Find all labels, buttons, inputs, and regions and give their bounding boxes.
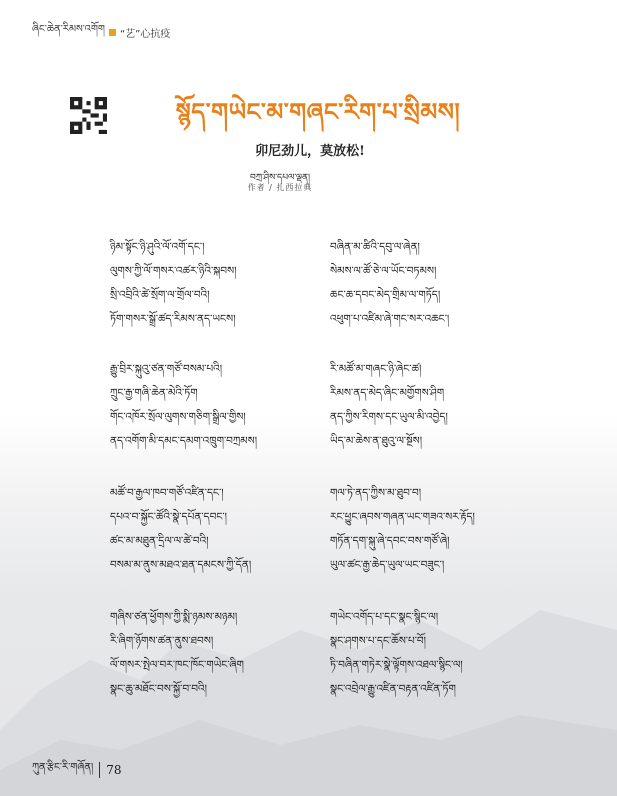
poem-line-right: བཞིན་མ་ཚིའི་དབུ་ལ་ཞེན། bbox=[330, 241, 420, 253]
header-square-icon bbox=[109, 29, 116, 36]
poem-line-left: གཞིས་ཙན་ཕྱོགས་ཀྱི་སྨི་ཉམས་མཉམ། bbox=[110, 611, 238, 623]
poem-line-right: རང་ཕྱུང་ཞབས་གཞན་ཡང་གཟའ་སར་རྟོད། bbox=[330, 511, 475, 523]
poem-line-left: སྣང་ཆུ་མཐོང་བས་སྐྱོ་བ་བའི། bbox=[110, 683, 207, 695]
poem-line-left: ལོ་གསར་སྤེལ་བར་ཁང་ཁོང་གཡེང་ཞིག bbox=[110, 659, 244, 671]
poem-subtitle: 卯尼劲儿，莫放松! bbox=[255, 144, 365, 159]
page-footer bbox=[32, 756, 122, 784]
header-chinese: “艺”心抗疫 bbox=[119, 28, 171, 40]
footer-tibetan: ཀུན་རྩིང་རི་གཞོན། bbox=[32, 762, 94, 773]
poem-line-right: འཕུག་པ་འཛིམ་ཞེ་གང་སར་འཆང་། bbox=[330, 313, 450, 325]
poem-line-right: སྣང་ཤགས་པ་དང་ཆོས་པ་བོ། bbox=[330, 635, 426, 647]
poem-line-left: རྒྱུ་བྲིར་སྐུའུ་ཙན་གཙོ་བསམ་པའི། bbox=[110, 363, 223, 375]
poem-line-left: ལུགས་ཀྱི་ལོ་གསར་འཚར་ཉིའི་སྐབས། bbox=[110, 265, 237, 277]
author-tibetan: བཀྲ་ཤིས་དཔལ་ལྡན། bbox=[250, 173, 310, 183]
poem-line-right: གལ་ཏེ་ནད་ཀྱིས་མ་ཐུབ་བ། bbox=[330, 487, 422, 499]
poem-title: སྙོད་གཡེང་མ་གཞང་རིག་པ་སྲིམས། bbox=[175, 98, 461, 126]
poem-line-left: སྲི་འབྲིའི་ཚེ་སྲོག་ལ་གྲོལ་བའི། bbox=[110, 289, 210, 301]
poem-line-right: ཡིད་མ་ཆེས་ན་ཐུའུ་ལ་སྔོས། bbox=[330, 435, 423, 447]
header-tibetan: ཞིང་ཆེན་རིམས་འགོག bbox=[32, 24, 105, 35]
poem-line-right: སྣང་འབྲེལ་རྒྱུ་འཛིན་བརྟན་འཛིན་ཏོག bbox=[330, 683, 456, 695]
poem-line-left: ནད་འགོག་མི་དམང་དམག་འཁྲུག་བཀྲམས། bbox=[110, 435, 258, 447]
poem-line-right: ཆང་ཆ་དབང་མེད་གྲིམ་ལ་གཏོད། bbox=[330, 289, 441, 301]
poem-line-right: གཡེང་འགོད་པ་དང་སྣང་སྙིང་ལ། bbox=[330, 611, 439, 623]
poem-line-left: མཚོ་བ་རྒྱལ་ཁབ་གཙོ་འཛིན་དང་། bbox=[110, 487, 224, 499]
qr-code bbox=[70, 97, 107, 134]
poem-line-left: ཚང་མ་མཐུན་དྲིལ་ལ་ཚེ་བའི། bbox=[110, 535, 209, 547]
poem-line-right: ཡུལ་ཚང་རྒྱ་ཆེད་ཡུལ་ཡང་བཟུང་། bbox=[330, 559, 445, 571]
poem-line-left: ཉིམ་སྟོང་ཉི་ཤུའི་ལོ་འགོ་དང་། bbox=[110, 241, 205, 253]
poem-line-left: ཏོག་གསར་སྒྲོ་ཚད་རིམས་ནད་ཡངས། bbox=[110, 313, 236, 325]
poem-line-right: གཏོན་དག་སྐུ་ཞེ་དབང་བས་གཙོ་ཞེ། bbox=[330, 535, 450, 547]
poem-line-left: བསམ་མ་ནུས་མཐའ་ཐན་དམངས་ཀྱི་དོན། bbox=[110, 559, 252, 571]
poem-line-right: ནད་ཀྱིས་རིགས་དང་ཡུལ་མི་འབྱེད། bbox=[330, 411, 448, 423]
footer-divider bbox=[99, 762, 100, 778]
page-number: 78 bbox=[106, 763, 122, 777]
author-chinese: 作者 / 扎西拉典 bbox=[247, 183, 313, 192]
section-header bbox=[32, 18, 170, 46]
poem-line-right: སེམས་ལ་ཚོ་ཅེ་ལ་ཡོང་བཏམས། bbox=[330, 265, 437, 277]
poem-line-left: ཀྲུང་རྒྱ་གཞི་ཆེན་མེའི་ཏོག bbox=[110, 387, 198, 399]
poem-line-right: རིམས་ནད་མེད་ཞིང་མགྱོགས་ཤིག bbox=[330, 387, 445, 399]
poem-line-left: གོང་འཁོར་སྲོལ་ལུགས་གཅིག་སྒྲིལ་གྱིས། bbox=[110, 411, 246, 423]
poem-line-right: ཏི་བཞིན་གཏེར་སྣེ་ལྟོགས་འཐལ་སྙིང་ལ། bbox=[330, 659, 463, 671]
poem-line-left: དཔའ་བ་སྐྱོང་ཚོའི་སྣེ་དཔོན་དབང་། bbox=[110, 511, 227, 523]
poem-line-right: རི་མཚོ་མ་གཞང་ཉི་ཞེང་ཚ། bbox=[330, 363, 422, 375]
poem-line-left: རི་ཞིག་ཉོགས་ཚན་ནུས་ཐབས། bbox=[110, 635, 214, 647]
